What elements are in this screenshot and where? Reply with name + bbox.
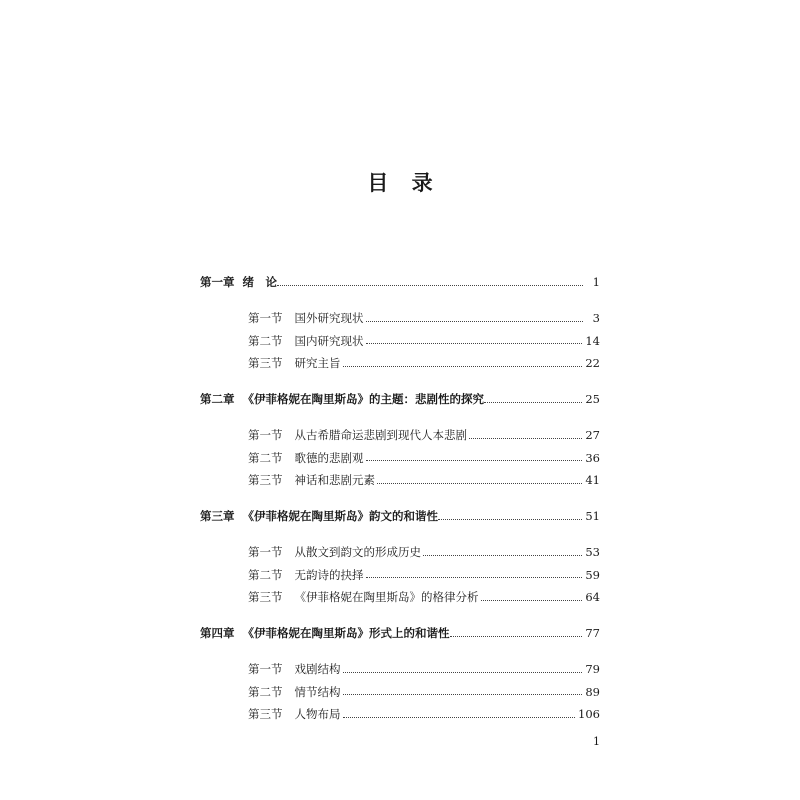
section-title: 从古希腊命运悲剧到现代人本悲剧: [294, 428, 467, 442]
chapter-group-2: [200, 388, 600, 492]
section-title: 人物布局: [294, 707, 341, 721]
dot-leader: [366, 577, 583, 578]
page-ref: 1: [592, 275, 600, 289]
chapter-title: 《伊菲格妮在陶里斯岛》的主题：悲剧性的探究: [242, 392, 484, 406]
toc-chapter-entry: [200, 388, 600, 411]
section-title: 无韵诗的抉择: [294, 567, 364, 582]
toc-section-entry: [200, 703, 600, 726]
toc-section-entry: [200, 330, 600, 353]
chapter-title: 《伊菲格妮在陶里斯岛》韵文的和谐性: [242, 509, 438, 523]
dot-leader: [469, 438, 582, 439]
page-ref: 41: [585, 473, 600, 487]
dot-leader: [366, 321, 584, 322]
page-ref: 59: [585, 567, 600, 582]
section-number: 第二节: [248, 567, 283, 582]
toc-section-entry: [200, 541, 600, 564]
dot-leader: [343, 717, 576, 718]
toc-section-entry: [200, 424, 600, 447]
chapter-number: 第四章: [200, 626, 235, 640]
section-title: 国外研究现状: [294, 311, 364, 325]
section-number: 第二节: [248, 684, 283, 699]
dot-leader: [481, 600, 583, 601]
section-number: 第三节: [248, 356, 283, 370]
toc-chapter-entry: [200, 622, 600, 645]
page-ref: 14: [585, 333, 600, 348]
section-title: 国内研究现状: [294, 333, 364, 348]
dot-leader: [277, 285, 583, 286]
chapter-number: 第三章: [200, 509, 235, 523]
toc-section-entry: [200, 586, 600, 609]
section-number: 第三节: [248, 590, 283, 604]
section-number: 第一节: [248, 311, 283, 325]
section-title: 研究主旨: [294, 356, 341, 370]
dot-leader: [366, 343, 583, 344]
page-ref: 89: [585, 684, 600, 699]
page-ref: 51: [585, 509, 600, 523]
toc-section-entry: [200, 352, 600, 375]
section-number: 第二节: [248, 450, 283, 465]
page-ref: 27: [585, 428, 600, 442]
table-of-contents: [200, 271, 600, 739]
toc-chapter-entry: [200, 505, 600, 528]
section-number: 第三节: [248, 473, 283, 487]
dot-leader: [450, 636, 583, 637]
section-number: 第一节: [248, 428, 283, 442]
toc-section-entry: [200, 447, 600, 470]
chapter-group-3: [200, 505, 600, 609]
toc-title: 目 录: [367, 171, 441, 195]
page-ref: 36: [585, 450, 600, 465]
page-ref: 64: [585, 590, 600, 604]
page-ref: 22: [585, 356, 600, 370]
toc-section-entry: [200, 307, 600, 330]
dot-leader: [484, 402, 582, 403]
page-ref: 77: [585, 626, 600, 640]
toc-chapter-entry: [200, 271, 600, 294]
page-ref: 3: [592, 311, 600, 325]
section-number: 第一节: [248, 545, 283, 559]
section-number: 第一节: [248, 662, 283, 676]
dot-leader: [423, 555, 582, 556]
dot-leader: [343, 366, 583, 367]
page-ref: 25: [585, 392, 600, 406]
page-ref: 53: [585, 545, 600, 559]
section-title: 戏剧结构: [294, 662, 341, 676]
chapter-group-1: [200, 271, 600, 375]
page-ref: 79: [585, 662, 600, 676]
section-number: 第二节: [248, 333, 283, 348]
page-ref: 106: [578, 707, 600, 721]
dot-leader: [438, 519, 582, 520]
toc-section-entry: [200, 658, 600, 681]
dot-leader: [343, 694, 583, 695]
toc-section-entry: [200, 681, 600, 704]
page-number: 1: [593, 735, 600, 748]
section-number: 第三节: [248, 707, 283, 721]
toc-section-entry: [200, 469, 600, 492]
section-title: 《伊菲格妮在陶里斯岛》的格律分析: [294, 590, 479, 604]
chapter-number: 第二章: [200, 392, 235, 406]
dot-leader: [343, 672, 583, 673]
toc-section-entry: [200, 564, 600, 587]
dot-leader: [377, 483, 582, 484]
chapter-title: 绪 论: [242, 275, 277, 289]
chapter-group-4: [200, 622, 600, 726]
section-title: 神话和悲剧元素: [294, 473, 375, 487]
chapter-title: 《伊菲格妮在陶里斯岛》形式上的和谐性: [242, 626, 450, 640]
section-title: 情节结构: [294, 684, 341, 699]
chapter-number: 第一章: [200, 275, 235, 289]
section-title: 从散文到韵文的形成历史: [294, 545, 421, 559]
dot-leader: [366, 460, 583, 461]
section-title: 歌德的悲剧观: [294, 450, 364, 465]
